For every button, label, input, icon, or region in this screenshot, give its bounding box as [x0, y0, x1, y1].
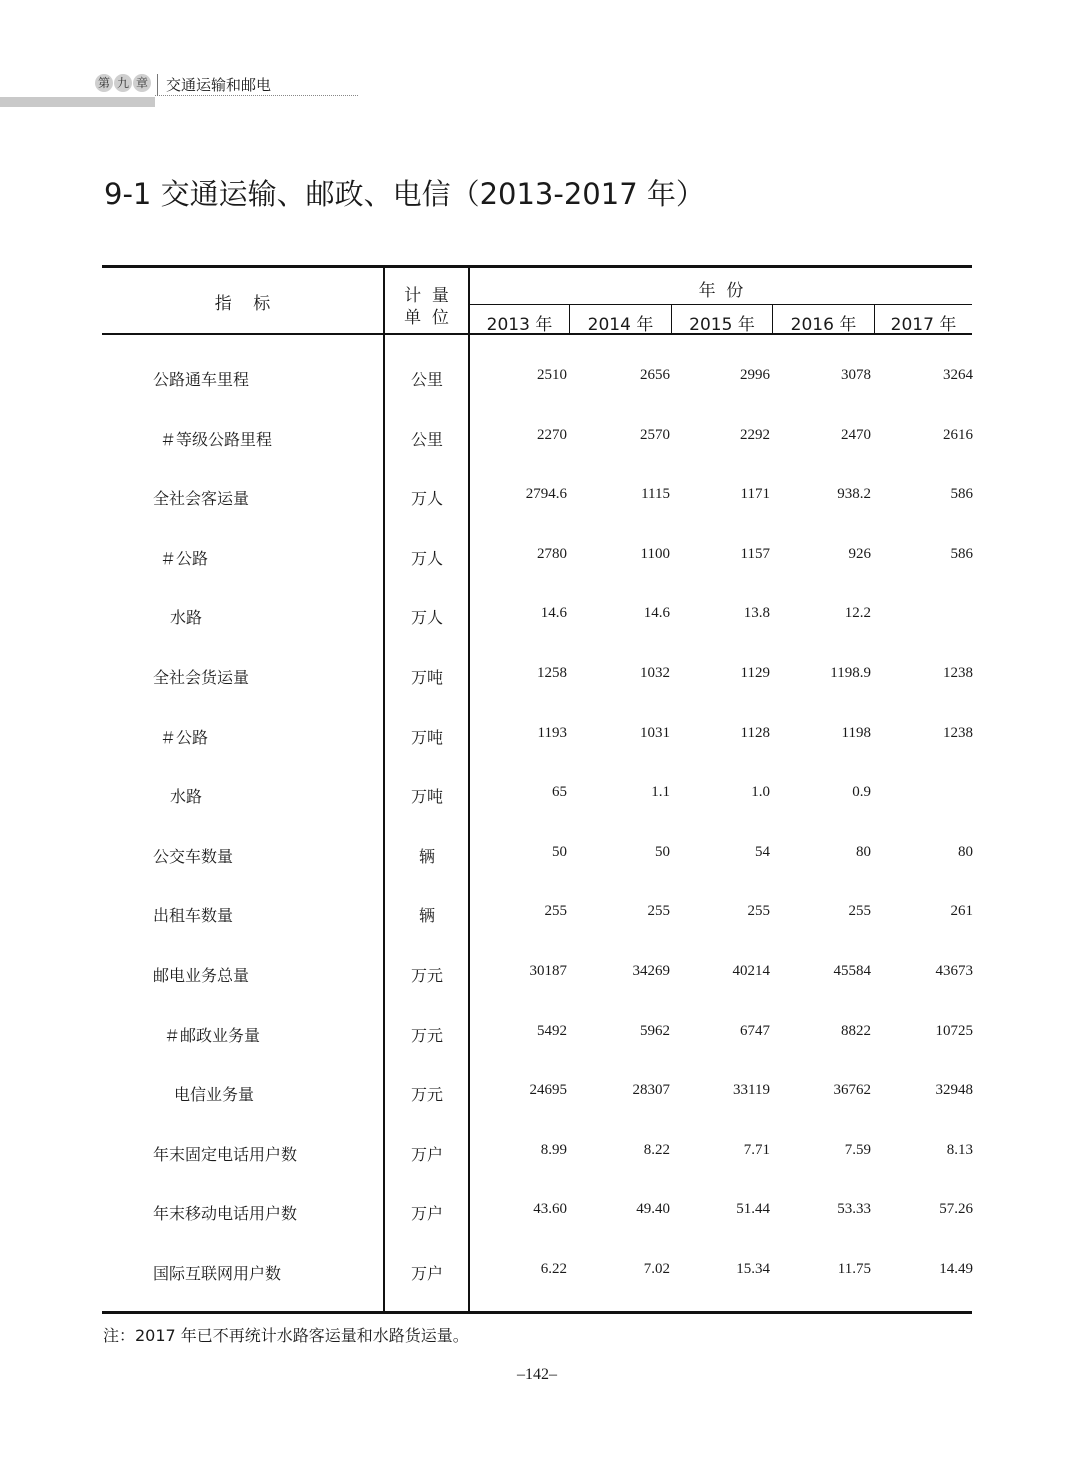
row-value: 50 [552, 843, 567, 860]
row-value: 10725 [935, 1022, 973, 1039]
table-title: 9-1 交通运输、邮政、电信（2013-2017 年） [104, 177, 705, 211]
table-row [0, 486, 1074, 510]
chapter-char: 九 [114, 74, 132, 92]
row-value: 13.8 [743, 605, 770, 622]
header-year: 2014 年 [587, 315, 654, 335]
table-top-rule [102, 265, 972, 268]
row-value: 1115 [641, 486, 670, 503]
row-value: 49.40 [636, 1201, 670, 1218]
row-value: 6.22 [540, 1261, 567, 1277]
header-unit-line1: 计 量 [404, 286, 449, 306]
table-row [0, 1023, 1074, 1047]
table-row [0, 427, 1074, 451]
table-row [0, 844, 1074, 868]
table-row [0, 665, 1074, 689]
table-note: 注：2017 年已不再统计水路客运量和水路货运量。 [103, 1326, 469, 1345]
row-value: 1258 [537, 665, 567, 681]
row-value: 57.26 [939, 1201, 973, 1218]
row-unit: 万元 [410, 966, 443, 985]
row-value: 7.59 [844, 1141, 871, 1158]
row-value: 54 [755, 843, 770, 860]
row-value: 2616 [943, 426, 973, 443]
row-value: 255 [544, 903, 567, 920]
row-value: 43.60 [533, 1201, 567, 1218]
row-unit: 辆 [418, 846, 435, 866]
row-label: 国际互联网用户数 [153, 1264, 282, 1283]
table-row [0, 605, 1074, 629]
row-unit: 万户 [410, 1144, 443, 1164]
table-row [0, 367, 1074, 391]
row-value: 6747 [740, 1022, 770, 1039]
row-value: 8.99 [540, 1141, 567, 1158]
row-value: 7.02 [643, 1261, 670, 1277]
row-value: 255 [848, 903, 871, 920]
row-value: 32948 [935, 1082, 973, 1099]
table-row [0, 1082, 1074, 1106]
row-value: 1128 [740, 724, 770, 741]
row-label: 年末移动电话用户数 [153, 1204, 298, 1224]
row-unit: 万吨 [410, 727, 443, 747]
row-value: 14.49 [939, 1261, 973, 1277]
row-value: 1238 [943, 724, 973, 741]
chapter-title: 交通运输和邮电 [166, 76, 272, 94]
row-value: 24695 [529, 1082, 567, 1099]
row-value: 1157 [740, 545, 770, 562]
row-label: 全社会客运量 [153, 489, 250, 509]
row-value: 5962 [640, 1022, 670, 1039]
header-year: 2015 年 [689, 315, 755, 335]
row-label: 水路 [170, 608, 203, 628]
row-label: 公路通车里程 [153, 370, 250, 389]
row-label: 公交车数量 [153, 846, 234, 866]
row-value: 2292 [740, 426, 770, 443]
row-value: 28307 [632, 1082, 670, 1099]
row-label: 电信业务量 [174, 1085, 255, 1105]
row-value: 45584 [833, 963, 871, 979]
row-unit: 万吨 [410, 668, 443, 687]
row-label: ＃公路 [160, 727, 209, 747]
row-label: 全社会货运量 [153, 668, 250, 687]
row-value: 2780 [537, 545, 567, 562]
row-value: 14.6 [643, 605, 670, 622]
row-value: 1031 [640, 724, 670, 741]
row-value: 255 [747, 903, 770, 920]
row-label: 年末固定电话用户数 [153, 1144, 298, 1164]
row-value: 80 [958, 843, 973, 860]
row-value: 2470 [841, 426, 871, 443]
chapter-char: 章 [133, 74, 151, 92]
header-year: 2016 年 [790, 315, 857, 335]
row-value: 3264 [943, 367, 973, 383]
row-value: 926 [848, 545, 871, 562]
row-value: 1238 [943, 665, 973, 681]
chapter-char: 第 [95, 74, 113, 92]
table-row [0, 903, 1074, 927]
row-value: 2996 [740, 367, 770, 383]
row-value: 2510 [537, 367, 567, 383]
row-unit: 万元 [410, 1025, 443, 1045]
table-row [0, 784, 1074, 808]
row-value: 40214 [732, 963, 770, 979]
row-unit: 万人 [410, 548, 443, 568]
header-bar [0, 97, 155, 107]
row-label: 邮电业务总量 [153, 966, 250, 985]
table-row [0, 1201, 1074, 1225]
row-label: ＃公路 [160, 548, 209, 568]
page-number: –142– [517, 1366, 557, 1383]
row-value: 255 [647, 903, 670, 920]
row-value: 1129 [740, 665, 770, 681]
row-label: ＃邮政业务量 [164, 1025, 261, 1045]
row-value: 7.71 [743, 1141, 770, 1158]
row-value: 30187 [529, 963, 567, 979]
row-value: 2794.6 [525, 486, 567, 503]
row-value: 1171 [740, 486, 770, 503]
row-value: 2656 [640, 367, 670, 383]
row-value: 1198.9 [830, 665, 871, 681]
year-group-rule [470, 304, 972, 305]
row-value: 2270 [537, 426, 567, 443]
row-value: 12.2 [844, 605, 871, 622]
row-value: 33119 [733, 1082, 770, 1099]
row-value: 1193 [537, 724, 567, 741]
row-value: 14.6 [540, 605, 567, 622]
row-value: 586 [950, 486, 973, 503]
row-unit: 辆 [418, 906, 435, 926]
row-value: 8.22 [643, 1141, 670, 1158]
table-bottom-rule [102, 1311, 972, 1314]
table-row [0, 546, 1074, 570]
row-unit: 公里 [410, 429, 443, 449]
table-row [0, 725, 1074, 749]
row-value: 1100 [640, 545, 670, 562]
row-unit: 万人 [410, 489, 443, 509]
row-value: 586 [950, 545, 973, 562]
row-unit: 万人 [410, 608, 443, 628]
row-value: 2570 [640, 426, 670, 443]
row-value: 51.44 [736, 1201, 770, 1218]
row-value: 261 [950, 903, 973, 920]
row-value: 65 [552, 784, 567, 801]
row-value: 11.75 [837, 1261, 871, 1277]
row-label: 水路 [170, 787, 203, 807]
row-unit: 万户 [410, 1264, 443, 1283]
row-unit: 公里 [410, 370, 443, 389]
row-value: 8822 [841, 1022, 871, 1039]
header-divider [157, 74, 158, 96]
header-dotted-line [155, 95, 358, 96]
row-value: 8.13 [946, 1141, 973, 1158]
header-year: 2013 年 [486, 315, 553, 335]
row-value: 1032 [640, 665, 670, 681]
header-year-group: 年 份 [698, 281, 744, 301]
table-row [0, 1261, 1074, 1285]
row-value: 5492 [537, 1022, 567, 1039]
row-value: 1.1 [651, 784, 670, 801]
row-value: 15.34 [736, 1261, 770, 1277]
header-year: 2017 年 [890, 315, 957, 335]
row-value: 43673 [935, 963, 973, 979]
row-value: 3078 [841, 367, 871, 383]
row-unit: 万吨 [410, 787, 443, 807]
row-value: 938.2 [837, 486, 871, 503]
header-indicator: 指 标 [214, 294, 271, 314]
row-unit: 万户 [410, 1204, 443, 1224]
row-label: ＃等级公路里程 [160, 429, 273, 449]
table-row [0, 963, 1074, 987]
row-unit: 万元 [410, 1085, 443, 1105]
row-value: 1198 [841, 724, 871, 741]
table-row [0, 1142, 1074, 1166]
row-value: 80 [856, 843, 871, 860]
row-value: 0.9 [852, 784, 871, 801]
header-unit-line2: 单 位 [404, 308, 449, 328]
row-label: 出租车数量 [153, 906, 234, 926]
chapter-badge [95, 74, 152, 92]
row-value: 34269 [632, 963, 670, 979]
row-value: 50 [655, 843, 670, 860]
row-value: 1.0 [751, 784, 770, 801]
row-value: 36762 [833, 1082, 871, 1099]
row-value: 53.33 [837, 1201, 871, 1218]
